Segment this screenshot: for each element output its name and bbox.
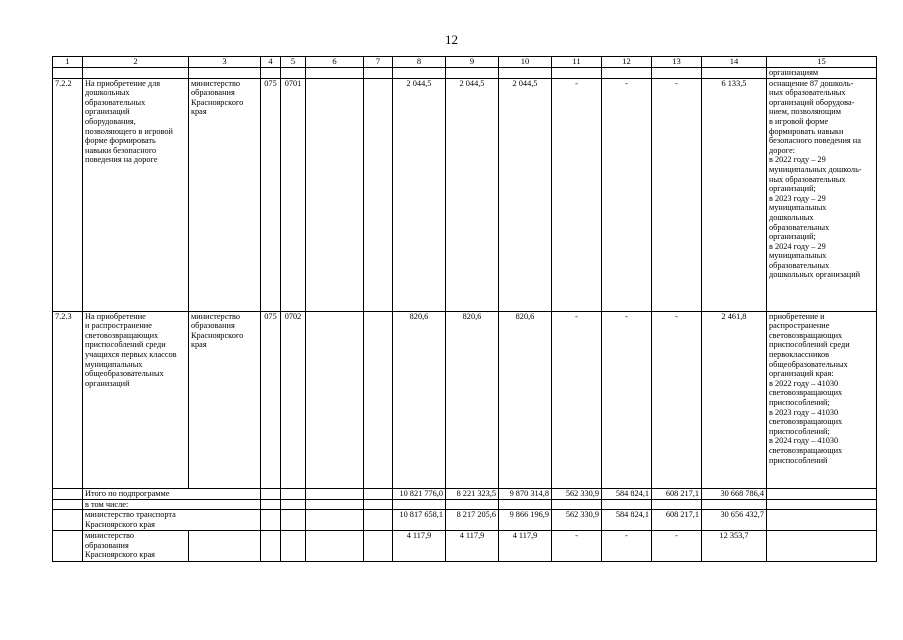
- subtotal-row: [53, 510, 877, 531]
- item-code-grbs: 075: [261, 311, 281, 488]
- subtotal-col11: 562 330,9: [552, 510, 602, 531]
- totals-2023: 8 221 323,5: [446, 488, 499, 499]
- header-cell: 10: [499, 57, 552, 68]
- subtotal-sum: 30 656 432,7: [702, 510, 767, 531]
- subtotal-col13: -: [652, 531, 702, 562]
- item-agency: министерство образования Красноярского края: [189, 78, 261, 311]
- subtotal-sum: 12 353,7: [702, 531, 767, 562]
- header-cell: 3: [189, 57, 261, 68]
- item-code-grbs: 075: [261, 78, 281, 311]
- totals-2024: 9 870 314,8: [499, 488, 552, 499]
- item-value-col13: -: [652, 78, 702, 311]
- item-col6: [306, 78, 364, 311]
- including-row: [53, 499, 877, 510]
- item-col7: [364, 311, 393, 488]
- item-value-col11: -: [552, 78, 602, 311]
- including-label: в том числе:: [83, 499, 261, 510]
- header-cell: 12: [602, 57, 652, 68]
- header-cell: 8: [393, 57, 446, 68]
- header-cell: 11: [552, 57, 602, 68]
- item-total: 6 133,5: [702, 78, 767, 311]
- item-agency: министерство образования Красноярского края: [189, 311, 261, 488]
- item-value-2024: 820,6: [499, 311, 552, 488]
- item-description: На приобретение для дошкольных образовательных организаций оборудования, позволяющего в игровой форме формировать навыки безопасного поведения на дороге: [83, 78, 189, 311]
- header-cell: 14: [702, 57, 767, 68]
- header-cell: 1: [53, 57, 83, 68]
- table-row: [53, 78, 877, 311]
- item-number: 7.2.3: [53, 311, 83, 488]
- header-cell: 15: [767, 57, 877, 68]
- item-col7: [364, 78, 393, 311]
- item-value-col12: -: [602, 78, 652, 311]
- header-cell: 4: [261, 57, 281, 68]
- item-code-section: 0701: [281, 78, 306, 311]
- item-value-col13: -: [652, 311, 702, 488]
- item-description: На приобретение и распространение световозвращающих приспособлений среди учащихся первых классов муниципальных общеобразовательных организаций: [83, 311, 189, 488]
- totals-col13: 608 217,1: [652, 488, 702, 499]
- header-cell: 7: [364, 57, 393, 68]
- subtotal-col12: -: [602, 531, 652, 562]
- totals-col12: 584 824,1: [602, 488, 652, 499]
- page-number: 12: [445, 32, 458, 47]
- header-cell: 13: [652, 57, 702, 68]
- totals-row: [53, 488, 877, 499]
- subtotal-col12: 584 824,1: [602, 510, 652, 531]
- header-cell: 9: [446, 57, 499, 68]
- column-header-row: [53, 57, 877, 68]
- item-value-col12: -: [602, 311, 652, 488]
- subtotal-2023: 8 217 205,6: [446, 510, 499, 531]
- item-value-2022: 820,6: [393, 311, 446, 488]
- subtotal-col13: 608 217,1: [652, 510, 702, 531]
- item-value-col11: -: [552, 311, 602, 488]
- header-cell: 2: [83, 57, 189, 68]
- item-number: 7.2.2: [53, 78, 83, 311]
- header-cell: 6: [306, 57, 364, 68]
- header-cell: 5: [281, 57, 306, 68]
- item-code-section: 0702: [281, 311, 306, 488]
- subtotal-label: министерство транспорта Красноярского края: [83, 510, 261, 531]
- totals-sum: 30 668 786,4: [702, 488, 767, 499]
- totals-col11: 562 330,9: [552, 488, 602, 499]
- item-value-2023: 2 044,5: [446, 78, 499, 311]
- subtotal-2022: 4 117,9: [393, 531, 446, 562]
- table-row: [53, 311, 877, 488]
- subtotal-2024: 4 117,9: [499, 531, 552, 562]
- item-value-2024: 2 044,5: [499, 78, 552, 311]
- item-value-2022: 2 044,5: [393, 78, 446, 311]
- budget-table: [52, 56, 877, 562]
- continuation-row: [53, 68, 877, 79]
- item-col6: [306, 311, 364, 488]
- subtotal-label: министерство образования Красноярского края: [83, 531, 189, 562]
- item-result: приобретение и распространение световозвращающих приспособлений среди первоклассников общеобразовательных организаций края: в 2022 году – 41030 световозвращающих приспособлений; в 2023 году – 41030 световозвращающих приспособлений; в 2024 году – 41030 световозвращающих приспособлений: [767, 311, 877, 488]
- subtotal-2023: 4 117,9: [446, 531, 499, 562]
- item-total: 2 461,8: [702, 311, 767, 488]
- totals-label: Итого по подпрограмме: [83, 488, 261, 499]
- subtotal-row: [53, 531, 877, 562]
- continuation-text: организациям: [767, 68, 877, 79]
- item-result: оснащение 87 дошколь- ных образовательных организаций оборудова- нием, позволяющим в игровой форме формировать навыки безопасного поведения на дороге: в 2022 году – 29 муниципальных дошколь- ных образовательных организаций; в 2023 году – 29 муниципальных дошкольных образовательных организаций; в 2024 году – 29 муниципальных образовательных дошкольных организаций: [767, 78, 877, 311]
- totals-2022: 10 821 776,0: [393, 488, 446, 499]
- subtotal-2022: 10 817 658,1: [393, 510, 446, 531]
- subtotal-col11: -: [552, 531, 602, 562]
- subtotal-2024: 9 866 196,9: [499, 510, 552, 531]
- item-value-2023: 820,6: [446, 311, 499, 488]
